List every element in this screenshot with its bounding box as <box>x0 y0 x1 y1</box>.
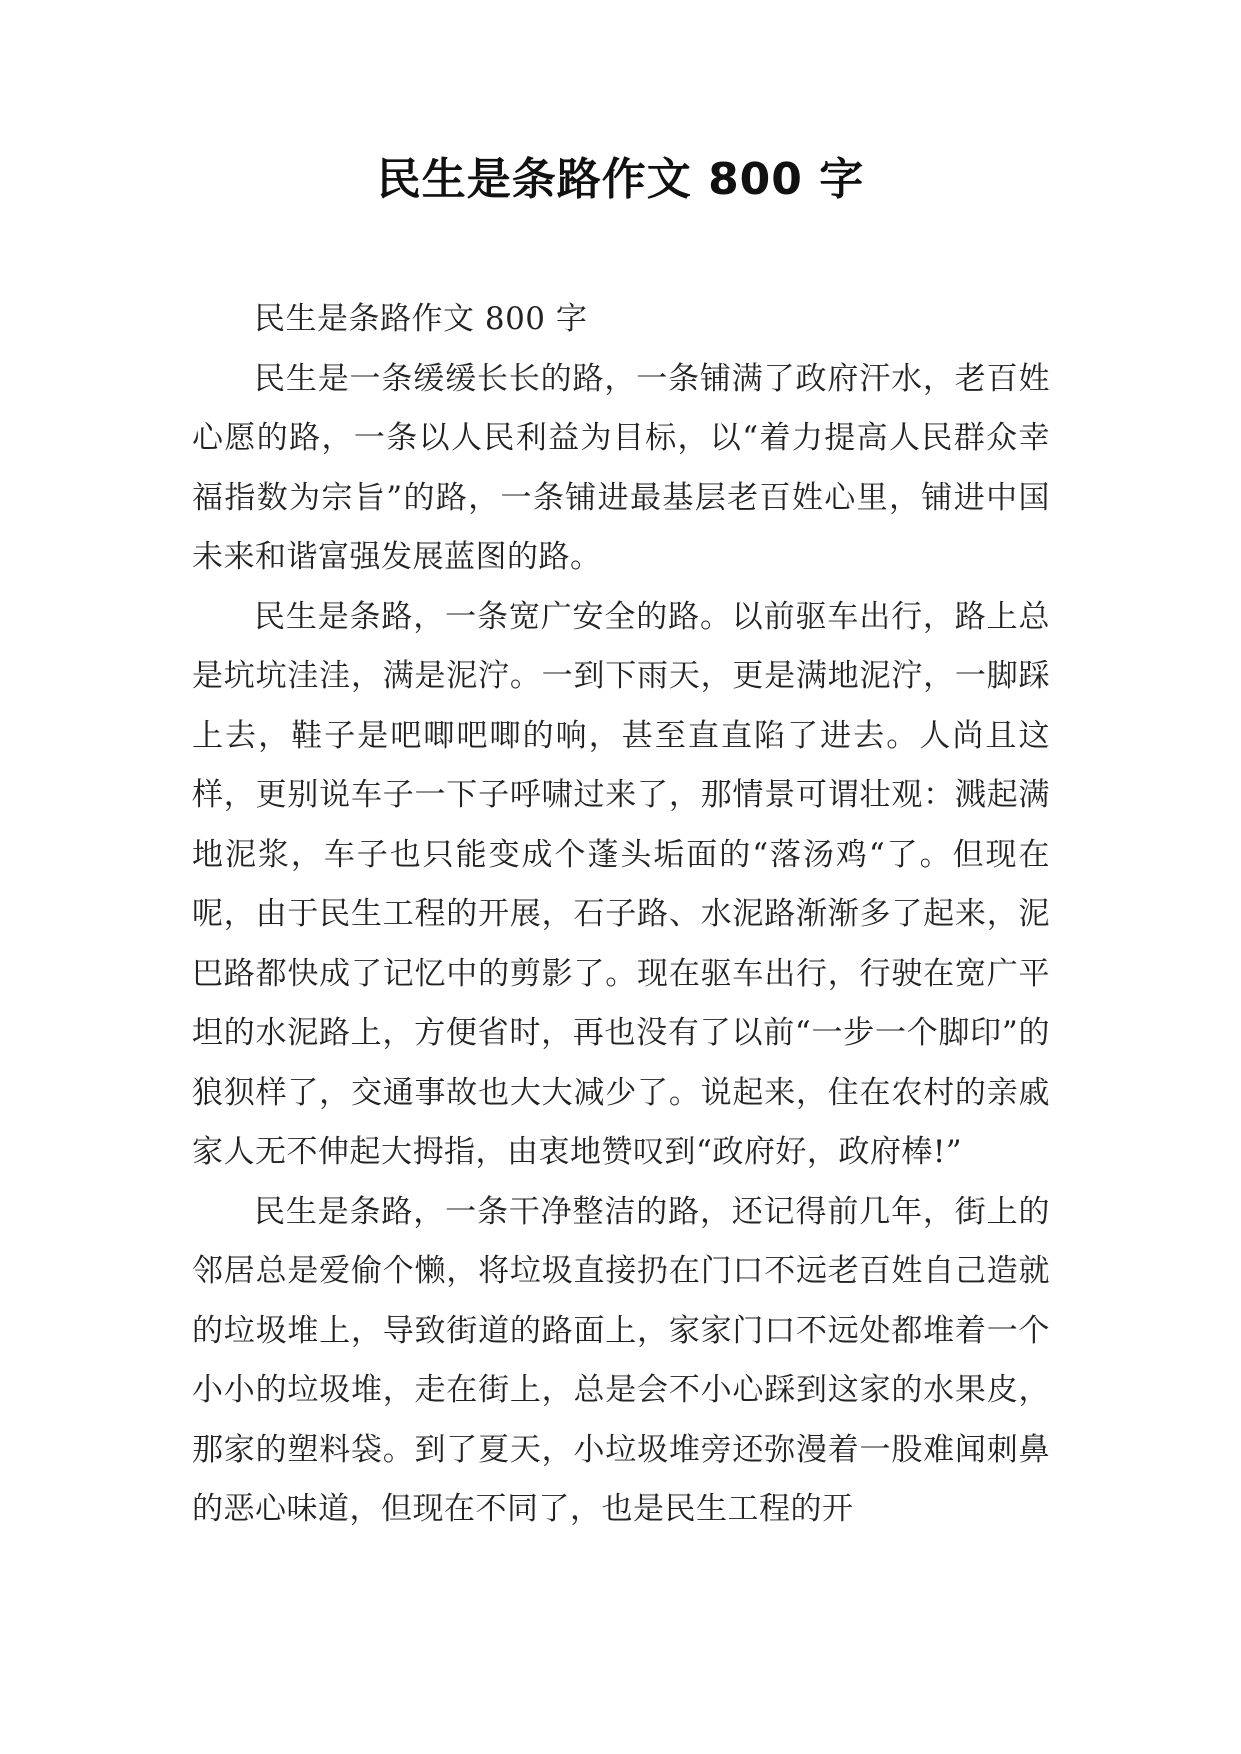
paragraph-clean-road: 民生是条路，一条干净整洁的路，还记得前几年，街上的邻居总是爱偷个懒，将垃圾直接扔在门口不远老百姓自己造就的垃圾堆上，导致街道的路面上，家家门口不远处都堆着一个小小的垃圾堆，走在街上，总是会不小心踩到这家的水果皮，那家的塑料袋。到了夏天，小垃圾堆旁还弥漫着一股难闻刺鼻的恶心味道，但现在不同了，也是民生工程的开 <box>192 1193 1050 1527</box>
paragraph-safe-road: 民生是条路，一条宽广安全的路。以前驱车出行，路上总是坑坑洼洼，满是泥泞。一到下雨天，更是满地泥泞，一脚踩上去，鞋子是吧唧吧唧的响，甚至直直陷了进去。人尚且这样，更别说车子一下子呼啸过来了，那情景可谓壮观：溅起满地泥浆，车子也只能变成个蓬头垢面的“落汤鸡“了。但现在呢，由于民生工程的开展，石子路、水泥路渐渐多了起来，泥巴路都快成了记忆中的剪影了。现在驱车出行，行驶在宽广平坦的水泥路上，方便省时，再也没有了以前“一步一个脚印”的狼狈样了，交通事故也大大减少了。说起来，住在农村的亲戚家人无不伸起大拇指，由衷地赞叹到“政府好，政府棒!” <box>192 598 1050 1170</box>
paragraph-subtitle: 民生是条路作文 800 字 <box>254 301 588 337</box>
document-body <box>192 290 1050 1540</box>
document-title: 民生是条路作文 800 字 <box>376 154 865 205</box>
paragraph-intro: 民生是一条缓缓长长的路，一条铺满了政府汗水，老百姓心愿的路，一条以人民利益为目标，以“着力提高人民群众幸福指数为宗旨”的路，一条铺进最基层老百姓心里，铺进中国未来和谐富强发展蓝图的路。 <box>192 360 1050 575</box>
